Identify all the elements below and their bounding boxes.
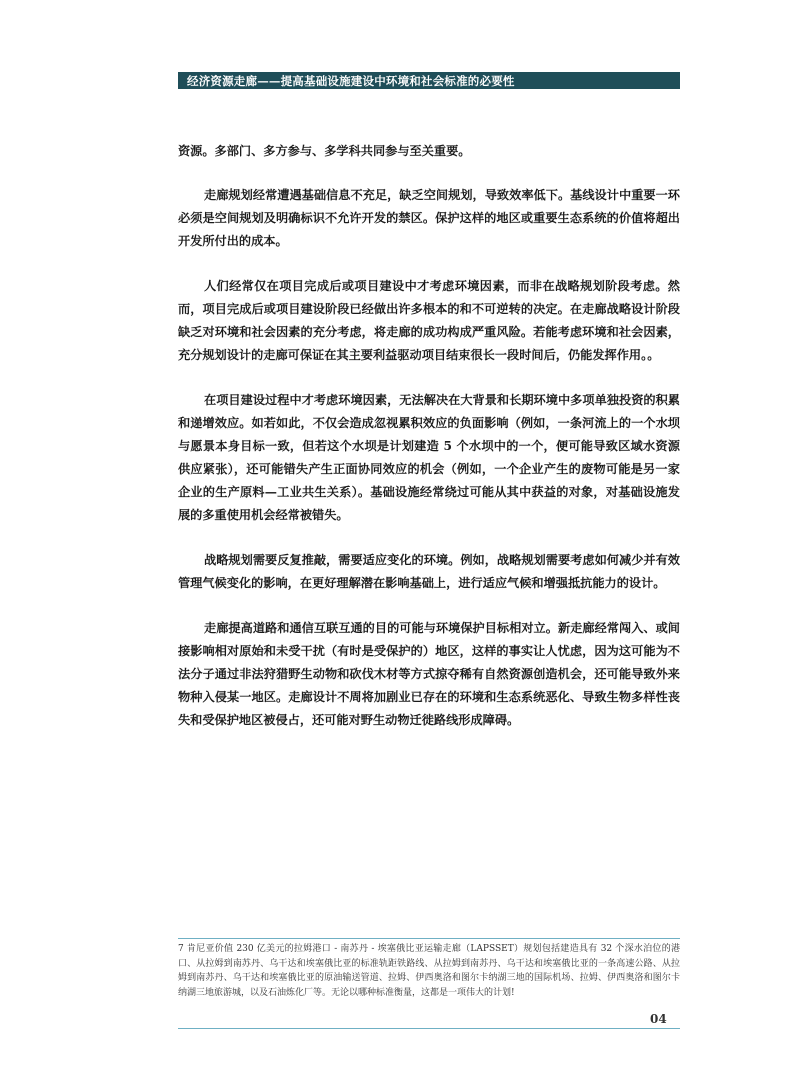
- paragraph-3: 人们经常仅在项目完成后或项目建设中才考虑环境因素，而非在战略规划阶段考虑。然而，项目完成后或项目建设阶段已经做出许多根本的和不可逆转的决定。在走廊战略设计阶段缺乏对环境和社会因素的充分考虑，将走廊的成功构成严重风险。若能考虑环境和社会因素，充分规划设计的走廊可保证在其主要利益驱动项目结束很长一段时间后，仍能发挥作用。。: [178, 279, 680, 362]
- paragraph-4: 在项目建设过程中才考虑环境因素，无法解决在大背景和长期环境中多项单独投资的积累和递增效应。如若如此，不仅会造成忽视累积效应的负面影响（例如，一条河流上的一个水坝与愿景本身目标一致，但若这个水坝是计划建造 5 个水坝中的一个，便可能导致区域水资源供应紧张），还可能错失产生正面协同效应的机会（例如，一个企业产生的废物可能是另一家企业的生产原料—工业共生关系）。基础设施经常绕过可能从其中获益的对象，对基础设施发展的多重使用机会经常被错失。: [178, 393, 680, 522]
- body-text: [178, 140, 680, 754]
- paragraph-1: 资源。多部门、多方参与、多学科共同参与至关重要。: [178, 144, 471, 158]
- page-number: 04: [650, 1012, 667, 1026]
- paragraph-6: 走廊提高道路和通信互联互通的目的可能与环境保护目标相对立。新走廊经常闯入、或间接影响相对原始和未受干扰（有时是受保护的）地区，这样的事实让人忧虑，因为这可能为不法分子通过非法狩猎野生动物和砍伐木材等方式掠夺稀有自然资源创造机会，还可能导致外来物种入侵某一地区。走廊设计不周将加剧业已存在的环境和生态系统恶化、导致生物多样性丧失和受保护地区被侵占，还可能对野生动物迁徙路线形成障碍。: [178, 621, 680, 727]
- footnote: 7 肯尼亚价值 230 亿美元的拉姆港口 - 南苏丹 - 埃塞俄比亚运输走廊（LAPSSET）规划包括建造具有 32 个深水泊位的港口、从拉姆到南苏丹、乌干达和埃塞俄比亚的标准轨距铁路线、从拉姆到南苏丹、乌干达和埃塞俄比亚的一条高速公路、从拉姆到南苏丹、乌干达和埃塞俄比亚的原油输送管道、拉姆、伊西奥洛和图尔卡纳湖三地的国际机场、拉姆、伊西奥洛和图尔卡纳湖三地旅游城，以及石油炼化厂等。无论以哪种标准衡量，这都是一项伟大的计划!: [178, 944, 680, 998]
- header-bar: [178, 72, 680, 89]
- bottom-divider: [178, 1028, 680, 1029]
- paragraph-2: 走廊规划经常遭遇基础信息不充足，缺乏空间规划，导致效率低下。基线设计中重要一环必须是空间规划及明确标识不允许开发的禁区。保护这样的地区或重要生态系统的价值将超出开发所付出的成本。: [178, 188, 680, 248]
- paragraph-5: 战略规划需要反复推敲，需要适应变化的环境。例如，战略规划需要考虑如何减少并有效管理气候变化的影响，在更好理解潜在影响基础上，进行适应气候和增强抵抗能力的设计。: [178, 553, 680, 590]
- footnote-divider: [178, 938, 680, 939]
- header-title: 经济资源走廊——提高基础设施建设中环境和社会标准的必要性: [187, 73, 515, 88]
